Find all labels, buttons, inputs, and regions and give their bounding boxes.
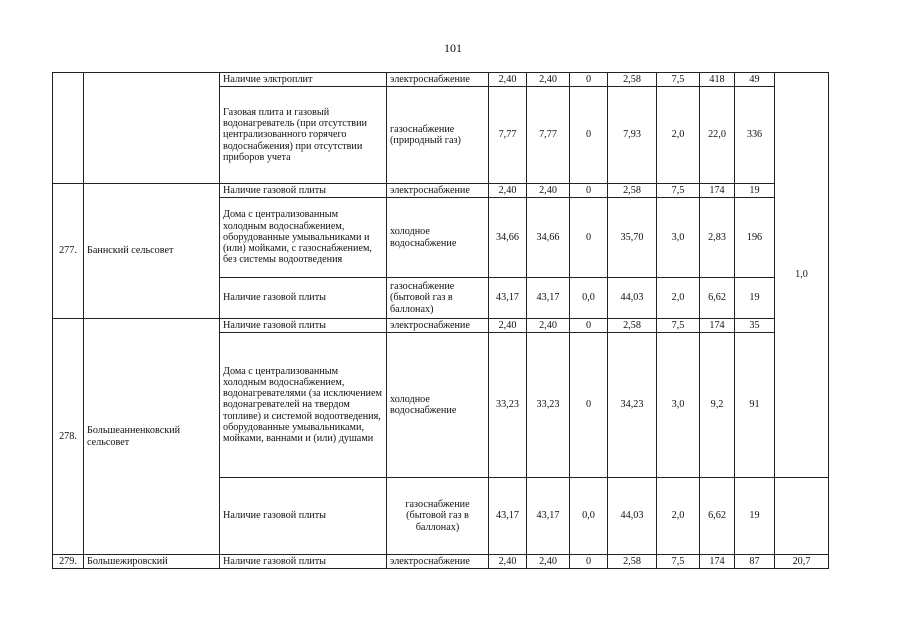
- table-row: [53, 555, 829, 569]
- value-cell: 2,58: [608, 319, 657, 333]
- service-cell: электроснабжение: [387, 73, 489, 87]
- value-cell: 0: [570, 87, 608, 184]
- value-cell: 2,40: [527, 319, 570, 333]
- value-cell: 336: [735, 87, 775, 184]
- value-cell: 174: [700, 319, 735, 333]
- value-cell: 2,40: [489, 73, 527, 87]
- value-cell: 0,0: [570, 478, 608, 555]
- consumer-cell: Наличие газовой плиты: [220, 184, 387, 198]
- value-cell: 7,77: [489, 87, 527, 184]
- service-cell: газоснабжение (природный газ): [387, 87, 489, 184]
- prev-group-name-cell: [84, 73, 220, 184]
- table-row: [53, 184, 829, 198]
- value-cell: 2,0: [657, 478, 700, 555]
- consumer-cell: Наличие газовой плиты: [220, 478, 387, 555]
- consumer-cell: Наличие элктроплит: [220, 73, 387, 87]
- consumer-cell: Дома с централизованным холодным водоснабжением, водонагревателями (за исключением водонагревателей на твердом топливе) и системой водоотведения, оборудованные умывальниками, мойками, ваннами и (или) душами: [220, 333, 387, 478]
- group-name-cell: Баннский сельсовет: [84, 184, 220, 319]
- value-cell: 7,5: [657, 555, 700, 569]
- service-cell: газоснабжение (бытовой газ в баллонах): [387, 278, 489, 319]
- value-cell: 35: [735, 319, 775, 333]
- value-cell: 2,40: [527, 184, 570, 198]
- value-cell: 6,62: [700, 478, 735, 555]
- value-cell: 418: [700, 73, 735, 87]
- prev-group-number-cell: [53, 73, 84, 184]
- value-cell: 2,58: [608, 184, 657, 198]
- group-number-cell: 277.: [53, 184, 84, 319]
- value-cell: 196: [735, 198, 775, 278]
- value-cell: 91: [735, 333, 775, 478]
- value-cell: 2,0: [657, 87, 700, 184]
- service-cell: холодное водоснабжение: [387, 333, 489, 478]
- value-cell: 87: [735, 555, 775, 569]
- value-cell: 2,58: [608, 555, 657, 569]
- value-cell: 19: [735, 184, 775, 198]
- value-cell: 0: [570, 555, 608, 569]
- value-cell: 33,23: [527, 333, 570, 478]
- value-cell: 3,0: [657, 198, 700, 278]
- consumer-cell: Наличие газовой плиты: [220, 278, 387, 319]
- value-cell: 43,17: [489, 478, 527, 555]
- group-name-cell: Большеанненковский сельсовет: [84, 319, 220, 555]
- value-cell: 2,0: [657, 278, 700, 319]
- value-cell: 43,17: [527, 278, 570, 319]
- value-cell: 7,5: [657, 73, 700, 87]
- table-row: [53, 73, 829, 87]
- value-cell: 9,2: [700, 333, 735, 478]
- value-cell: 2,40: [489, 184, 527, 198]
- value-cell: 2,40: [489, 319, 527, 333]
- value-cell: 0,0: [570, 278, 608, 319]
- service-cell: электроснабжение: [387, 319, 489, 333]
- value-cell: 34,66: [489, 198, 527, 278]
- value-cell: 19: [735, 278, 775, 319]
- value-cell: 19: [735, 478, 775, 555]
- value-cell: 7,93: [608, 87, 657, 184]
- value-cell: 0: [570, 333, 608, 478]
- value-cell: 44,03: [608, 478, 657, 555]
- value-cell: 0: [570, 73, 608, 87]
- value-cell: 174: [700, 184, 735, 198]
- value-cell: 35,70: [608, 198, 657, 278]
- value-cell: 174: [700, 555, 735, 569]
- value-cell: 7,77: [527, 87, 570, 184]
- value-cell: 34,66: [527, 198, 570, 278]
- service-cell: электроснабжение: [387, 184, 489, 198]
- group-number-cell: 278.: [53, 319, 84, 555]
- consumer-cell: Дома с централизованным холодным водоснабжением, оборудованные умывальниками и (или) мойками, с газоснабжением, без системы водоотведения: [220, 198, 387, 278]
- value-cell: 3,0: [657, 333, 700, 478]
- value-cell: 0: [570, 184, 608, 198]
- value-cell: 22,0: [700, 87, 735, 184]
- service-cell: электроснабжение: [387, 555, 489, 569]
- consumer-cell: Газовая плита и газовый водонагреватель (при отсутствии централизованного горячего водоснабжения) при отсутствии приборов учета: [220, 87, 387, 184]
- value-cell: 44,03: [608, 278, 657, 319]
- consumer-cell: Наличие газовой плиты: [220, 555, 387, 569]
- value-cell: 2,40: [527, 73, 570, 87]
- value-cell: 2,83: [700, 198, 735, 278]
- value-cell: 33,23: [489, 333, 527, 478]
- value-cell: 0: [570, 198, 608, 278]
- service-cell: холодное водоснабжение: [387, 198, 489, 278]
- value-cell: 2,58: [608, 73, 657, 87]
- value-cell: 43,17: [527, 478, 570, 555]
- value-cell: 6,62: [700, 278, 735, 319]
- value-cell: 7,5: [657, 184, 700, 198]
- group-number-cell: 279.: [53, 555, 84, 569]
- service-cell: газоснабжение (бытовой газ в баллонах): [387, 478, 489, 555]
- value-cell: 43,17: [489, 278, 527, 319]
- group-coef-cell: 20,7: [775, 555, 829, 569]
- value-cell: 2,40: [489, 555, 527, 569]
- group-name-cell: Большежировский: [84, 555, 220, 569]
- value-cell: 0: [570, 319, 608, 333]
- value-cell: 34,23: [608, 333, 657, 478]
- page-number: 101: [444, 41, 462, 55]
- group-coef-cell: 1,0: [775, 73, 829, 478]
- value-cell: 7,5: [657, 319, 700, 333]
- table-row: [53, 319, 829, 333]
- value-cell: 49: [735, 73, 775, 87]
- value-cell: 2,40: [527, 555, 570, 569]
- consumer-cell: Наличие газовой плиты: [220, 319, 387, 333]
- tariff-table: [52, 72, 829, 569]
